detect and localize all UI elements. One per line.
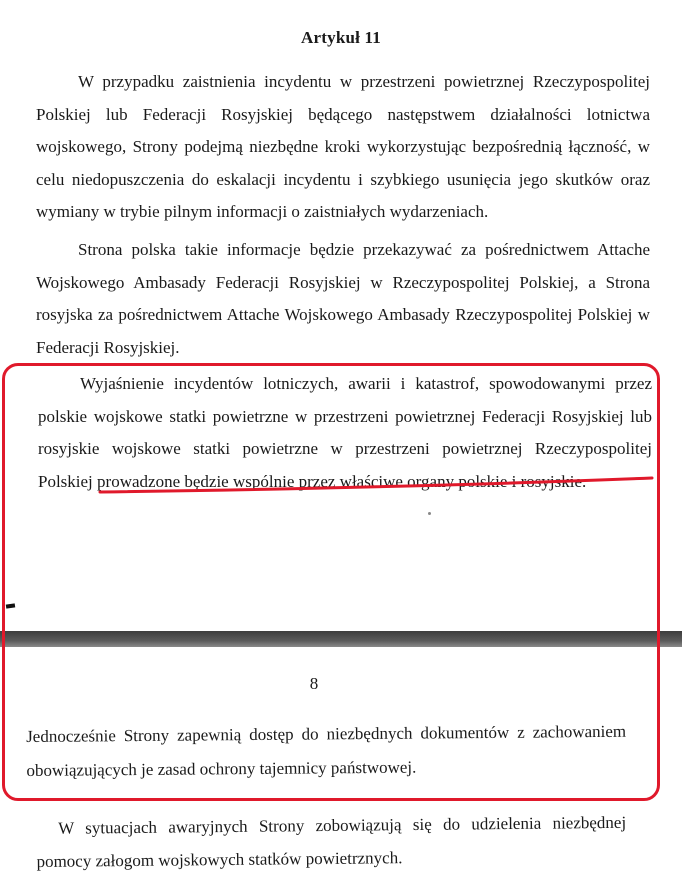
underlined-phrase: prowadzone będzie wspólnie przez właściwe organy polskie i rosyjskie. — [97, 471, 587, 491]
paragraph-5 — [36, 806, 627, 878]
article-heading: Artykuł 11 — [301, 28, 381, 47]
scan-speck — [428, 512, 431, 515]
paragraph-3-text: Wyjaśnienie incydentów lotniczych, awarii i katastrof, spowodowanymi przez polskie wojskowe statki powietrzne w przestrzeni powietrznej Federacji Rosyjskiej lub rosyjskie wojskowe statki powietrzne w przestrzeni powietrznej Rzeczypospolitej Polskiej — [38, 374, 652, 491]
paragraph-1-text: W przypadku zaistnienia incydentu w przestrzeni powietrznej Rzeczypospolitej Polskiej lub Federacji Rosyjskiej będącego następstwem działalności lotnictwa wojskowego, Strony podejmą niezbędne kroki wykorzystując bezpośrednią łączność, w celu niedopuszczenia do eskalacji incydentu i szybkiego usunięcia jego skutków oraz wymiany w trybie pilnym informacji o zaistniałych wydarzeniach. — [36, 72, 650, 221]
paragraph-1 — [36, 66, 650, 229]
paragraph-5-text: W sytuacjach awaryjnych Strony zobowiązują się do udzielenia niezbędnej pomocy załogom wojskowych statków powietrznych. — [36, 812, 627, 871]
scan-artifact — [6, 603, 15, 608]
paragraph-4-text: Jednocześnie Strony zapewnią dostęp do niezbędnych dokumentów z zachowaniem obowiązujących je zasad ochrony tajemnicy państwowej. — [26, 721, 627, 780]
page-break-divider — [0, 631, 682, 647]
paragraph-3 — [38, 368, 652, 498]
paragraph-4 — [26, 715, 627, 788]
page-number: 8 — [309, 674, 319, 693]
paragraph-2 — [36, 234, 650, 364]
paragraph-2-text: Strona polska takie informacje będzie przekazywać za pośrednictwem Attache Wojskowego Ambasady Federacji Rosyjskiej w Rzeczypospolitej Polskiej, a Strona rosyjska za pośrednictwem Attache Wojskowego Ambasady Rzeczypospolitej Polskiej w Federacji Rosyjskiej. — [36, 240, 650, 357]
